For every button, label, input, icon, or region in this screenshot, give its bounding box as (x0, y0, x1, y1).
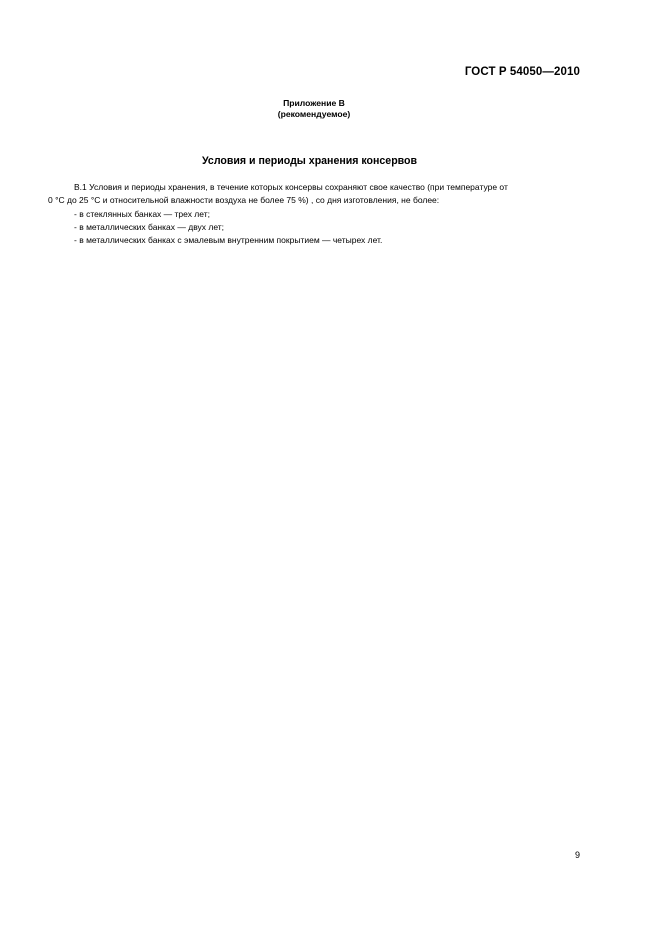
appendix-heading (214, 98, 414, 120)
paragraph-line: В.1 Условия и периоды хранения, в течение которых консервы сохраняют свое качество (при температуре от (74, 182, 508, 192)
list-item-metal-cans: - в металлических банках — двух лет; (74, 221, 225, 232)
appendix-status: (рекомендуемое) (277, 109, 351, 119)
paragraph-line: 0 °С до 25 °С и относительной влажности воздуха не более 75 %) , со дня изготовления, не более: (48, 195, 440, 206)
document-code-header: ГОСТ Р 54050—2010 (464, 66, 580, 78)
list-item-enamel-metal-cans: - в металлических банках с эмалевым внутренним покрытием — четырех лет. (74, 235, 383, 246)
list-item-glass-jars: - в стеклянных банках — трех лет; (74, 208, 210, 219)
storage-conditions-paragraph (48, 181, 593, 247)
section-title: Условия и периоды хранения консервов (202, 155, 418, 167)
appendix-title: Приложение В (283, 98, 345, 108)
page-number: 9 (575, 850, 581, 860)
